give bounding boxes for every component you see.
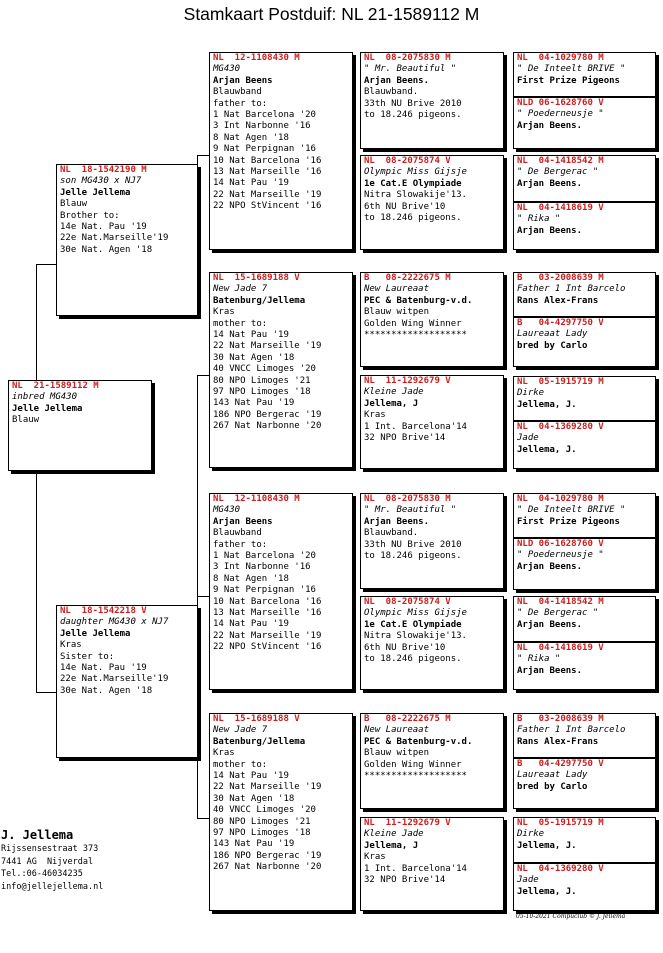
pedigree-text: Jellema, J. xyxy=(517,840,577,851)
pigeon-name: New Laureaat xyxy=(364,284,430,295)
pedigree-text: Jelle Jellema xyxy=(60,628,131,639)
pedigree-text: " Rika " xyxy=(517,654,561,665)
pedigree-text: 80 NPO Limoges '21 xyxy=(213,375,311,386)
pedigree-text: 1e Cat.E Olympiade xyxy=(364,178,462,189)
pigeon-name: Olympic Miss Gijsje xyxy=(364,167,467,178)
pedigree-text: Kras xyxy=(213,307,235,318)
pedigree-text: 9 Nat Perpignan '16 xyxy=(213,585,316,596)
pedigree-text: 1 Int. Barcelona'14 xyxy=(364,863,467,874)
pigeon-card-generation-4[interactable] xyxy=(513,97,656,149)
pigeon-card-generation-4[interactable] xyxy=(513,538,656,590)
pigeon-card-generation-4[interactable] xyxy=(513,376,656,421)
pedigree-text: Jade xyxy=(517,433,539,444)
pedigree-text: Jellema, J xyxy=(364,840,419,851)
ring-number: NL 18-1542218 V xyxy=(60,606,147,616)
pedigree-text: father to: xyxy=(213,98,268,109)
connector-line xyxy=(36,264,37,380)
ring-number: B 08-2222675 M xyxy=(364,273,451,283)
ring-number: NL 08-2075830 M xyxy=(364,494,451,504)
pedigree-text: to 18.246 pigeons. xyxy=(364,110,462,121)
pedigree-text: bred by Carlo xyxy=(517,340,588,351)
pedigree-text: 3 Int Narbonne '16 xyxy=(213,562,311,573)
pigeon-card-generation-4[interactable] xyxy=(513,758,656,809)
pedigree-text: " Rika " xyxy=(517,214,561,225)
pedigree-text: Jade xyxy=(517,875,539,886)
ring-number: NL 04-1418619 V xyxy=(517,643,604,653)
pigeon-card-generation-3[interactable] xyxy=(360,713,504,809)
pedigree-text: 22 NPO StVincent '16 xyxy=(213,201,322,212)
pigeon-name: New Jade 7 xyxy=(213,725,268,736)
pigeon-card-generation-4[interactable] xyxy=(513,421,656,469)
pedigree-text: bred by Carlo xyxy=(517,781,588,792)
pedigree-text: 32 NPO Brive'14 xyxy=(364,875,446,886)
pigeon-card-dam[interactable] xyxy=(56,605,198,758)
pedigree-text: 8 Nat Agen '18 xyxy=(213,573,289,584)
pigeon-card-sire[interactable] xyxy=(56,164,198,316)
owner-name: J. Jellema xyxy=(1,828,74,842)
pigeon-card-generation-3[interactable] xyxy=(360,375,504,469)
ring-number: NLD 06-1628760 V xyxy=(517,98,604,108)
pedigree-text: Laureaat Lady xyxy=(517,770,588,781)
pedigree-text: Blauw xyxy=(12,415,40,426)
ring-number: NL 04-1369280 V xyxy=(517,864,604,874)
pedigree-text: Blauwband. xyxy=(364,528,419,539)
pigeon-card-generation-3[interactable] xyxy=(360,52,504,149)
pedigree-text: 10 Nat Barcelona '16 xyxy=(213,155,322,166)
pedigree-text: " De Bergerac " xyxy=(517,167,599,178)
ring-number: B 03-2008639 M xyxy=(517,714,604,724)
pedigree-text: Kras xyxy=(213,748,235,759)
ring-number: NL 15-1689188 V xyxy=(213,273,300,283)
pigeon-card-generation-4[interactable] xyxy=(513,52,656,97)
pedigree-text: Batenburg/Jellema xyxy=(213,736,306,747)
pedigree-text: First Prize Pigeons xyxy=(517,75,620,86)
ring-number: NL 15-1689188 V xyxy=(213,714,300,724)
pedigree-text: Jellema, J. xyxy=(517,444,577,455)
pedigree-text: 40 VNCC Limoges '20 xyxy=(213,364,316,375)
pigeon-card-generation-4[interactable] xyxy=(513,317,656,367)
ring-number: B 04-4297750 V xyxy=(517,759,604,769)
pigeon-card-generation-3[interactable] xyxy=(360,596,504,690)
pedigree-text: 30 Nat Agen '18 xyxy=(213,352,295,363)
pedigree-text: 143 Nat Pau '19 xyxy=(213,398,295,409)
pigeon-card-generation-4[interactable] xyxy=(513,642,656,690)
ring-number: NL 11-1292679 V xyxy=(364,818,451,828)
pedigree-text: 14 Nat Pau '19 xyxy=(213,330,289,341)
pedigree-text: to 18.246 pigeons. xyxy=(364,213,462,224)
pedigree-text: ******************* xyxy=(364,771,467,782)
pedigree-text: to 18.246 pigeons. xyxy=(364,551,462,562)
pedigree-text: 22 NPO StVincent '16 xyxy=(213,642,322,653)
connector-line xyxy=(36,692,56,693)
owner-phone: Tel.:06-46034235 xyxy=(1,869,83,880)
ring-number: NL 04-1418619 V xyxy=(517,203,604,213)
pedigree-text: 22e Nat.Marseille'19 xyxy=(60,233,169,244)
pedigree-text: Jelle Jellema xyxy=(60,187,131,198)
pedigree-text: Arjan Beens. xyxy=(364,516,430,527)
pigeon-card-generation-4[interactable] xyxy=(513,493,656,538)
pedigree-text: 1 Nat Barcelona '20 xyxy=(213,110,316,121)
pedigree-text: Dirke xyxy=(517,388,545,399)
pigeon-card-dam-dam[interactable] xyxy=(209,713,353,911)
pedigree-text: Rans Alex-Frans xyxy=(517,295,599,306)
pedigree-text: 267 Nat Narbonne '20 xyxy=(213,862,322,873)
pedigree-text: 1 Nat Barcelona '20 xyxy=(213,551,316,562)
ring-number: NL 04-1029780 M xyxy=(517,494,604,504)
pedigree-text: Nitra Slowakije'13. xyxy=(364,190,467,201)
pedigree-text: 143 Nat Pau '19 xyxy=(213,839,295,850)
ring-number: NL 08-2075874 V xyxy=(364,156,451,166)
ring-number: NL 08-2075874 V xyxy=(364,597,451,607)
owner-email[interactable]: info@jellejellema.nl xyxy=(1,881,104,892)
pedigree-text: Arjan Beens xyxy=(213,516,273,527)
pigeon-card-generation-4[interactable] xyxy=(513,863,656,911)
pedigree-text: 33th NU Brive 2010 xyxy=(364,98,462,109)
ring-number: NL 11-1292679 V xyxy=(364,376,451,386)
pedigree-text: Laureaat Lady xyxy=(517,329,588,340)
ring-number: B 04-4297750 V xyxy=(517,318,604,328)
pedigree-text: " De Bergerac " xyxy=(517,608,599,619)
pedigree-text: First Prize Pigeons xyxy=(517,516,620,527)
pedigree-text: Brother to: xyxy=(60,210,120,221)
pedigree-text: PEC & Batenburg-v.d. xyxy=(364,736,473,747)
pigeon-name: inbred MG430 xyxy=(12,392,78,403)
pigeon-name: New Jade 7 xyxy=(213,284,268,295)
ring-number: NL 08-2075830 M xyxy=(364,53,451,63)
ring-number: NL 04-1369280 V xyxy=(517,422,604,432)
connector-line xyxy=(197,375,209,376)
pedigree-text: Arjan Beens. xyxy=(364,75,430,86)
pigeon-card-generation-4[interactable] xyxy=(513,155,656,202)
pigeon-card-sire-sire[interactable] xyxy=(209,52,353,250)
pedigree-text: Jelle Jellema xyxy=(12,403,83,414)
pedigree-text: mother to: xyxy=(213,318,268,329)
connector-line xyxy=(197,818,209,819)
pedigree-text: 14 Nat Pau '19 xyxy=(213,771,289,782)
pedigree-text: 97 NPO Limoges '18 xyxy=(213,828,311,839)
pedigree-text: Golden Wing Winner xyxy=(364,759,462,770)
ring-number: B 08-2222675 M xyxy=(364,714,451,724)
pigeon-card-generation-4[interactable] xyxy=(513,713,656,758)
connector-line xyxy=(197,596,209,597)
connector-line xyxy=(36,471,37,692)
pedigree-text: 30 Nat Agen '18 xyxy=(213,793,295,804)
pedigree-text: to 18.246 pigeons. xyxy=(364,654,462,665)
footer-credit: 05-10-2021 Compuclub © J. Jellema xyxy=(516,913,626,920)
pedigree-text: Arjan Beens. xyxy=(517,225,583,236)
pedigree-text: " Poederneusje " xyxy=(517,550,604,561)
pedigree-text: Sister to: xyxy=(60,651,115,662)
pedigree-text: Blauwband xyxy=(213,87,262,98)
connector-line xyxy=(36,264,56,265)
pedigree-text: 186 NPO Bergerac '19 xyxy=(213,409,322,420)
pigeon-card-generation-3[interactable] xyxy=(360,272,504,367)
pigeon-name: MG430 xyxy=(213,505,241,516)
pedigree-text: Father 1 Int Barcelo xyxy=(517,725,626,736)
pedigree-text: 1 Int. Barcelona'14 xyxy=(364,421,467,432)
pedigree-text: 30e Nat. Agen '18 xyxy=(60,244,153,255)
pigeon-name: New Laureaat xyxy=(364,725,430,736)
pedigree-text: 33th NU Brive 2010 xyxy=(364,539,462,550)
pedigree-text: 186 NPO Bergerac '19 xyxy=(213,850,322,861)
pedigree-text: Kras xyxy=(60,640,82,651)
pigeon-card-subject[interactable] xyxy=(8,380,152,471)
pedigree-text: Arjan Beens. xyxy=(517,178,583,189)
pedigree-text: 22 Nat Marseille '19 xyxy=(213,189,322,200)
owner-address-line: 7441 AG Nijverdal xyxy=(1,856,94,867)
pedigree-text: Blauw witpen xyxy=(364,748,430,759)
pedigree-text: 22 Nat Marseille '19 xyxy=(213,630,322,641)
pedigree-text: 14 Nat Pau '19 xyxy=(213,178,289,189)
owner-info xyxy=(1,828,103,893)
pedigree-text: Kras xyxy=(364,852,386,863)
pedigree-text: 3 Int Narbonne '16 xyxy=(213,121,311,132)
pedigree-text: Batenburg/Jellema xyxy=(213,295,306,306)
pigeon-name: " De Inteelt BRIVE " xyxy=(517,64,626,75)
pigeon-name: " Mr. Beautiful " xyxy=(364,64,457,75)
ring-number: NL 12-1108430 M xyxy=(213,494,300,504)
pedigree-text: 22 Nat Marseille '19 xyxy=(213,782,322,793)
pedigree-text: Arjan Beens. xyxy=(517,665,583,676)
owner-address-line: Rijssensestraat 373 xyxy=(1,844,99,854)
pedigree-text: 30e Nat. Agen '18 xyxy=(60,685,153,696)
pigeon-card-sire-dam[interactable] xyxy=(209,272,353,468)
pedigree-text: 6th NU Brive'10 xyxy=(364,642,446,653)
ring-number: NLD 06-1628760 V xyxy=(517,539,604,549)
pedigree-text: " Poederneusje " xyxy=(517,109,604,120)
page-title: Stamkaart Postduif: NL 21-1589112 M xyxy=(183,4,480,24)
pedigree-text: Golden Wing Winner xyxy=(364,318,462,329)
pedigree-text: 40 VNCC Limoges '20 xyxy=(213,805,316,816)
ring-number: NL 12-1108430 M xyxy=(213,53,300,63)
pedigree-text: 22e Nat.Marseille'19 xyxy=(60,674,169,685)
pigeon-name: " De Inteelt BRIVE " xyxy=(517,505,626,516)
ring-number: NL 05-1915719 M xyxy=(517,377,604,387)
ring-number: NL 18-1542190 M xyxy=(60,165,147,175)
pedigree-text: Arjan Beens. xyxy=(517,120,583,131)
ring-number: NL 05-1915719 M xyxy=(517,818,604,828)
pedigree-text: 14e Nat. Pau '19 xyxy=(60,222,147,233)
pigeon-name: " Mr. Beautiful " xyxy=(364,505,457,516)
pigeon-name: son MG430 x NJ7 xyxy=(60,176,142,187)
pedigree-text: Jellema, J. xyxy=(517,399,577,410)
pigeon-card-generation-4[interactable] xyxy=(513,817,656,863)
pigeon-card-dam-sire[interactable] xyxy=(209,493,353,690)
pigeon-name: Kleine Jade xyxy=(364,387,424,398)
pedigree-text: Dirke xyxy=(517,829,545,840)
pedigree-text: Blauw witpen xyxy=(364,307,430,318)
pigeon-card-generation-4[interactable] xyxy=(513,596,656,642)
pedigree-text: Blauw xyxy=(60,199,88,210)
pedigree-text: 97 NPO Limoges '18 xyxy=(213,387,311,398)
pedigree-text: mother to: xyxy=(213,759,268,770)
pedigree-text: 14e Nat. Pau '19 xyxy=(60,663,147,674)
pedigree-text: 267 Nat Narbonne '20 xyxy=(213,421,322,432)
ring-number: NL 04-1418542 M xyxy=(517,156,604,166)
pedigree-text: 1e Cat.E Olympiade xyxy=(364,619,462,630)
pedigree-text: Arjan Beens. xyxy=(517,619,583,630)
pedigree-text: Arjan Beens. xyxy=(517,561,583,572)
pedigree-text: 10 Nat Barcelona '16 xyxy=(213,596,322,607)
pedigree-text: Blauwband xyxy=(213,528,262,539)
pedigree-text: Kras xyxy=(364,410,386,421)
pedigree-text: PEC & Batenburg-v.d. xyxy=(364,295,473,306)
pedigree-text: 8 Nat Agen '18 xyxy=(213,132,289,143)
pigeon-card-generation-4[interactable] xyxy=(513,272,656,317)
pigeon-name: MG430 xyxy=(213,64,241,75)
pedigree-text: Jellema, J xyxy=(364,398,419,409)
pedigree-text: 80 NPO Limoges '21 xyxy=(213,816,311,827)
pigeon-name: daughter MG430 x NJ7 xyxy=(60,617,169,628)
pedigree-text: ******************* xyxy=(364,330,467,341)
pedigree-text: 13 Nat Marseille '16 xyxy=(213,608,322,619)
ring-number: NL 21-1589112 M xyxy=(12,381,99,391)
pedigree-text: 6th NU Brive'10 xyxy=(364,201,446,212)
pedigree-text: 13 Nat Marseille '16 xyxy=(213,167,322,178)
pedigree-text: Father 1 Int Barcelo xyxy=(517,284,626,295)
pedigree-text: 32 NPO Brive'14 xyxy=(364,433,446,444)
ring-number: NL 04-1029780 M xyxy=(517,53,604,63)
pigeon-name: Kleine Jade xyxy=(364,829,424,840)
pedigree-text: Nitra Slowakije'13. xyxy=(364,631,467,642)
ring-number: NL 04-1418542 M xyxy=(517,597,604,607)
connector-line xyxy=(197,155,209,156)
pedigree-text: Blauwband. xyxy=(364,87,419,98)
pedigree-text: 22 Nat Marseille '19 xyxy=(213,341,322,352)
pedigree-text: Arjan Beens xyxy=(213,75,273,86)
pedigree-text: father to: xyxy=(213,539,268,550)
pigeon-card-generation-3[interactable] xyxy=(360,817,504,911)
pigeon-name: Olympic Miss Gijsje xyxy=(364,608,467,619)
pedigree-text: 9 Nat Perpignan '16 xyxy=(213,144,316,155)
pigeon-card-generation-3[interactable] xyxy=(360,155,504,250)
pigeon-card-generation-4[interactable] xyxy=(513,202,656,250)
pedigree-text: Jellema, J. xyxy=(517,886,577,897)
pigeon-card-generation-3[interactable] xyxy=(360,493,504,589)
pedigree-text: Rans Alex-Frans xyxy=(517,736,599,747)
ring-number: B 03-2008639 M xyxy=(517,273,604,283)
pedigree-text: 14 Nat Pau '19 xyxy=(213,619,289,630)
